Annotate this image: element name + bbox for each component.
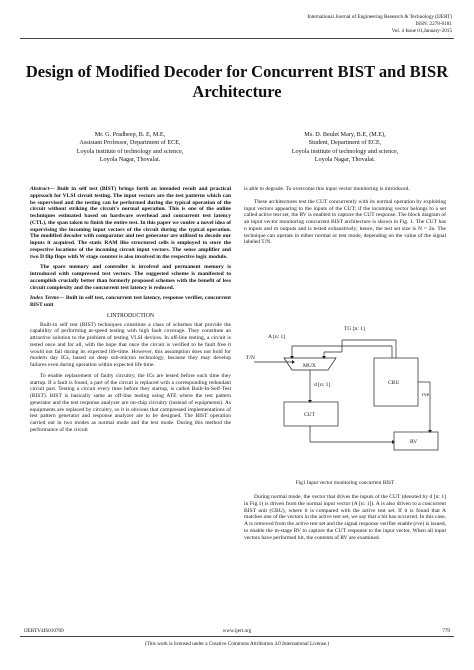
website-link[interactable]: www.ijert.org <box>222 628 252 634</box>
label-rve: rve <box>422 392 430 398</box>
journal-name: International Journal of Engineering Research & Technology (IJERT) <box>307 14 452 20</box>
author-place: Loyola Nagar, Thovalai. <box>99 156 161 164</box>
issn: ISSN: 2278-0181 <box>415 21 452 28</box>
page-number: 779 <box>442 628 450 634</box>
label-mux: MUX <box>303 363 316 369</box>
intro-paragraph-2: To enable replacement of faulty circuitry, the ICs are tested before each time they startup. If a fault is found, a part of the circuit is replaced with a corresponding redundant circuit part. Testing a circuit every time before they startup, is called Built-In-Self-Test (BIST). BIST is basically same as off-line testing using ATE where the test pattern generator and the test response analyzer are on-chip circuitry (instead of equipments). As equipments are replaced by circuitry, so it is obvious that compressed implementations of test pattern generator and response analyzer are to be designed. The BIST operation carried out in two modes as normal mode and the test mode. During this method the performance of the circuit <box>30 372 231 433</box>
label-rv: RV <box>410 439 418 445</box>
left-column <box>30 186 231 438</box>
author-role: Assistant Professor, Department of ECE, <box>79 139 181 147</box>
volume-issue: Vol. 4 Issue 01,January-2015 <box>391 28 452 35</box>
right-paragraph-1: is able to degrade. To overcome this input vector monitoring is introduced. <box>244 186 410 192</box>
abstract-label: Abstract— <box>30 186 55 192</box>
label-cbu: CBU <box>388 380 400 386</box>
author-institute: Loyola institute of technology and science, <box>76 147 184 155</box>
abstract <box>30 186 231 260</box>
license-note: (This work is licensed under a Creative Commons Attribution 4.0 International License.) <box>144 641 330 647</box>
header-rule <box>20 38 454 39</box>
label-d: d [n: 1] <box>314 382 331 388</box>
author-1 <box>40 131 220 165</box>
index-terms <box>30 295 231 309</box>
right-column-top <box>244 186 446 250</box>
author-institute: Loyola institute of technology and science, <box>291 147 399 155</box>
intro-paragraph-1: Built-in self test (BIST) techniques constitute a class of schemes that provide the capability of performing at-speed testing with high fault coverage. They constitute an attractive solution to the problem of testing VLSI devices. In off-line testing, a circuit is tested once and for all, with the hope that once the circuit is verified to be fault free it would not fail during its expected life-time. However, this assumption does not hold for modern day ICs, based on deep sub-micron technology, because they may develop failures even during operation within expected life time. <box>30 321 231 368</box>
author-name: Ms. D. Beulet Mary, B.E, (M.E), <box>304 131 386 138</box>
right-paragraph-3: During normal mode, the vector that drives the inputs of the CUT (denoted by d [n: 1] in Fig.1) is driven from the normal input vector (A [n: 1]). A is also driven to a concurrent BIST unit (CBU), where it is compared with the active test set. If it is found that A matches one of the vectors in the active test set, we say that a hit has occurred. In this case, A is removed from the active test set and the signal response verifier enable (rve) is issued, to enable the m-stage RV to capture the CUT response to the input vector. When all input vectors have performed hit, the contents of RV are examined. <box>244 494 446 541</box>
label-tg: TG [n: 1] <box>344 326 365 332</box>
author-2 <box>252 131 438 165</box>
right-paragraph-2: These architectures test the CUT concurrently with its normal operation by exploiting input vectors appearing to the inputs of the CUT; if the incoming vector belongs to a set called active test set, the RV is enabled to capture the CUT response. The block diagram of an input vector monitoring concurrent BIST architecture is shown in Fig. 1. The CUT has n inputs and m outputs and is tested exhaustively; hence, the test set size is N = 2n. The technique can operate in either normal or test mode, depending on the value of the signal labeled T/N. <box>244 198 446 246</box>
right-column-bottom <box>244 494 446 545</box>
label-cut: CUT <box>304 412 315 418</box>
section-heading: I.INTRODUCTION <box>106 312 155 319</box>
footer-rule <box>20 636 454 637</box>
figure-caption: Fig1 Input vector monitoring concurrent BIST <box>295 480 395 486</box>
journal-header <box>307 14 452 36</box>
block-diagram <box>244 318 446 488</box>
index-terms-label: Index Terms— <box>30 295 65 302</box>
author-role: Student, Department of ECE, <box>308 139 382 147</box>
abstract-paragraph-2: The spare memory and controller is involved and permanent memory is introduced with compressed test vectors. The suggested scheme is manifested to accomplish crucially better than formerly proposed schemes with the benefit of less circuit complexity and the concurrent test latency is reduced. <box>30 264 231 291</box>
paper-title: Design of Modified Decoder for Concurrent BIST and BISR Architecture <box>25 62 449 101</box>
label-tn: T/N <box>246 355 255 361</box>
author-place: Loyola Nagar, Thovalai. <box>314 156 376 164</box>
abstract-text: Built in self test (BIST) brings forth an intended result and practical approach for VLSI circuit testing. The input vectors are the test patterns which can be supervised and the testing can be performed during the typical operation of the circuit without striking the circuit's normal operation. This is one of the online techniques estimated based on hardware overhead and concurrent test latency (CTL), the span taken to finish the entire test. In this paper we confer a novel idea of supervising the incoming input vectors of the circuit during the typical operation. The modified decoder with comparator and test generator are utilized to decode our inputs it acquired. The static RAM like structured cells is employed to store the respective locations of the incoming circuit input vectors. The sense amplifier and two D flip flops with W stage counter is also involved in the respective logic module. <box>30 186 231 260</box>
index-terms-text: Built in self test, concurrent test latency, response verifier, concurrent BIST unit <box>30 295 231 308</box>
label-a: A [n: 1] <box>268 334 286 340</box>
author-name: Mr. G. Pradheep, B. E, M.E, <box>94 131 166 138</box>
paper-code: IJERTV4IS010709 <box>24 628 64 634</box>
